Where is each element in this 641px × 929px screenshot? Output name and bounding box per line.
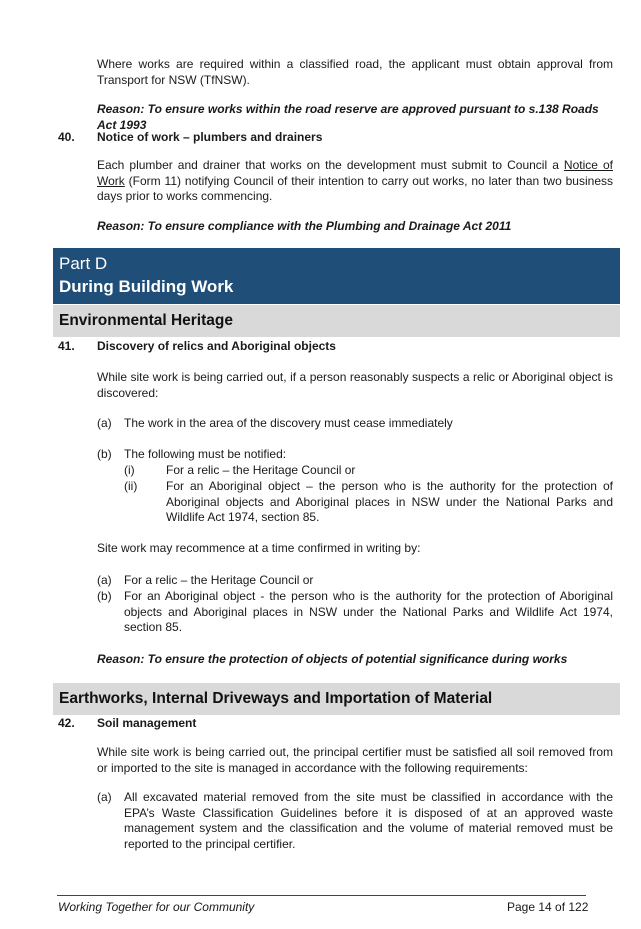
- subitem-label-i: (i): [124, 463, 135, 477]
- notice-text-after: (Form 11) notifying Council of their intention to carry out works, no later than two business days prior to works commencing.: [97, 173, 613, 204]
- subitem-label-ii: (ii): [124, 479, 138, 493]
- condition-number-42: 42.: [58, 716, 75, 730]
- condition-title-42: Soil management: [97, 716, 197, 730]
- part-title: During Building Work: [59, 277, 234, 296]
- part-label: Part D: [59, 254, 108, 273]
- condition-number-41: 41.: [58, 339, 75, 353]
- paragraph-discovery-intro: While site work is being carried out, if a person reasonably suspects a relic or Aboriginal object is discovered:: [97, 370, 613, 400]
- footer-slogan: Working Together for our Community: [58, 900, 255, 914]
- item-label-a: (a): [97, 416, 112, 430]
- section-environmental-heritage: [53, 305, 620, 337]
- section-earthworks: [53, 683, 620, 715]
- item-label-b: (b): [97, 447, 112, 461]
- reason-road-reserve: Reason: To ensure works within the road reserve are approved pursuant to s.138 Roads Act 1993: [97, 102, 599, 132]
- item-text-b: The following must be notified:: [124, 447, 287, 461]
- paragraph-notice-of-work: [97, 158, 613, 205]
- recommence-text-b: For an Aboriginal object - the person who is the authority for the protection of Aboriginal objects and Aboriginal places in NSW under the National Parks and Wildlife Act 1974, section 85.: [124, 589, 613, 635]
- subitem-text-ii: For an Aboriginal object – the person who is the authority for the protection of Aboriginal objects and Aboriginal places in NSW under the National Parks and Wildlife Act 1974, section 85.: [166, 479, 613, 525]
- soil-item-text-a: All excavated material removed from the site must be classified in accordance with the EPA’s Waste Classification Guidelines before it is disposed of at an approved waste management system and the classification and the volume of material removed must be reported to the principal certifier.: [124, 790, 613, 851]
- reason-plumbing: Reason: To ensure compliance with the Plumbing and Drainage Act 2011: [97, 219, 512, 233]
- recommence-text-a: For a relic – the Heritage Council or: [124, 573, 314, 587]
- condition-number-40: 40.: [58, 130, 75, 144]
- reason-significance: Reason: To ensure the protection of objects of potential significance during works: [97, 652, 568, 666]
- item-text-a: The work in the area of the discovery must cease immediately: [124, 416, 453, 430]
- notice-text-before: Each plumber and drainer that works on the development must submit to Council a: [97, 158, 564, 172]
- recommence-label-b: (b): [97, 589, 112, 603]
- recommence-label-a: (a): [97, 573, 112, 587]
- condition-title-40: Notice of work – plumbers and drainers: [97, 130, 323, 144]
- part-d-header: [53, 248, 620, 304]
- soil-item-label-a: (a): [97, 790, 112, 804]
- paragraph-road-approval: Where works are required within a classified road, the applicant must obtain approval from Transport for NSW (TfNSW).: [97, 57, 613, 87]
- subitem-text-i: For a relic – the Heritage Council or: [166, 463, 356, 477]
- condition-title-41: Discovery of relics and Aboriginal objects: [97, 339, 336, 353]
- paragraph-soil-intro: While site work is being carried out, the principal certifier must be satisfied all soil removed from or imported to the site is managed in accordance with the following requirements:: [97, 745, 613, 775]
- notice-of-work-link[interactable]: Notice of Work: [97, 158, 613, 188]
- paragraph-recommence: Site work may recommence at a time confirmed in writing by:: [97, 541, 421, 555]
- section-title: Earthworks, Internal Driveways and Importation of Material: [59, 690, 493, 707]
- page-number: Page 14 of 122: [507, 900, 589, 914]
- section-title: Environmental Heritage: [59, 312, 233, 329]
- footer-divider: [57, 895, 586, 896]
